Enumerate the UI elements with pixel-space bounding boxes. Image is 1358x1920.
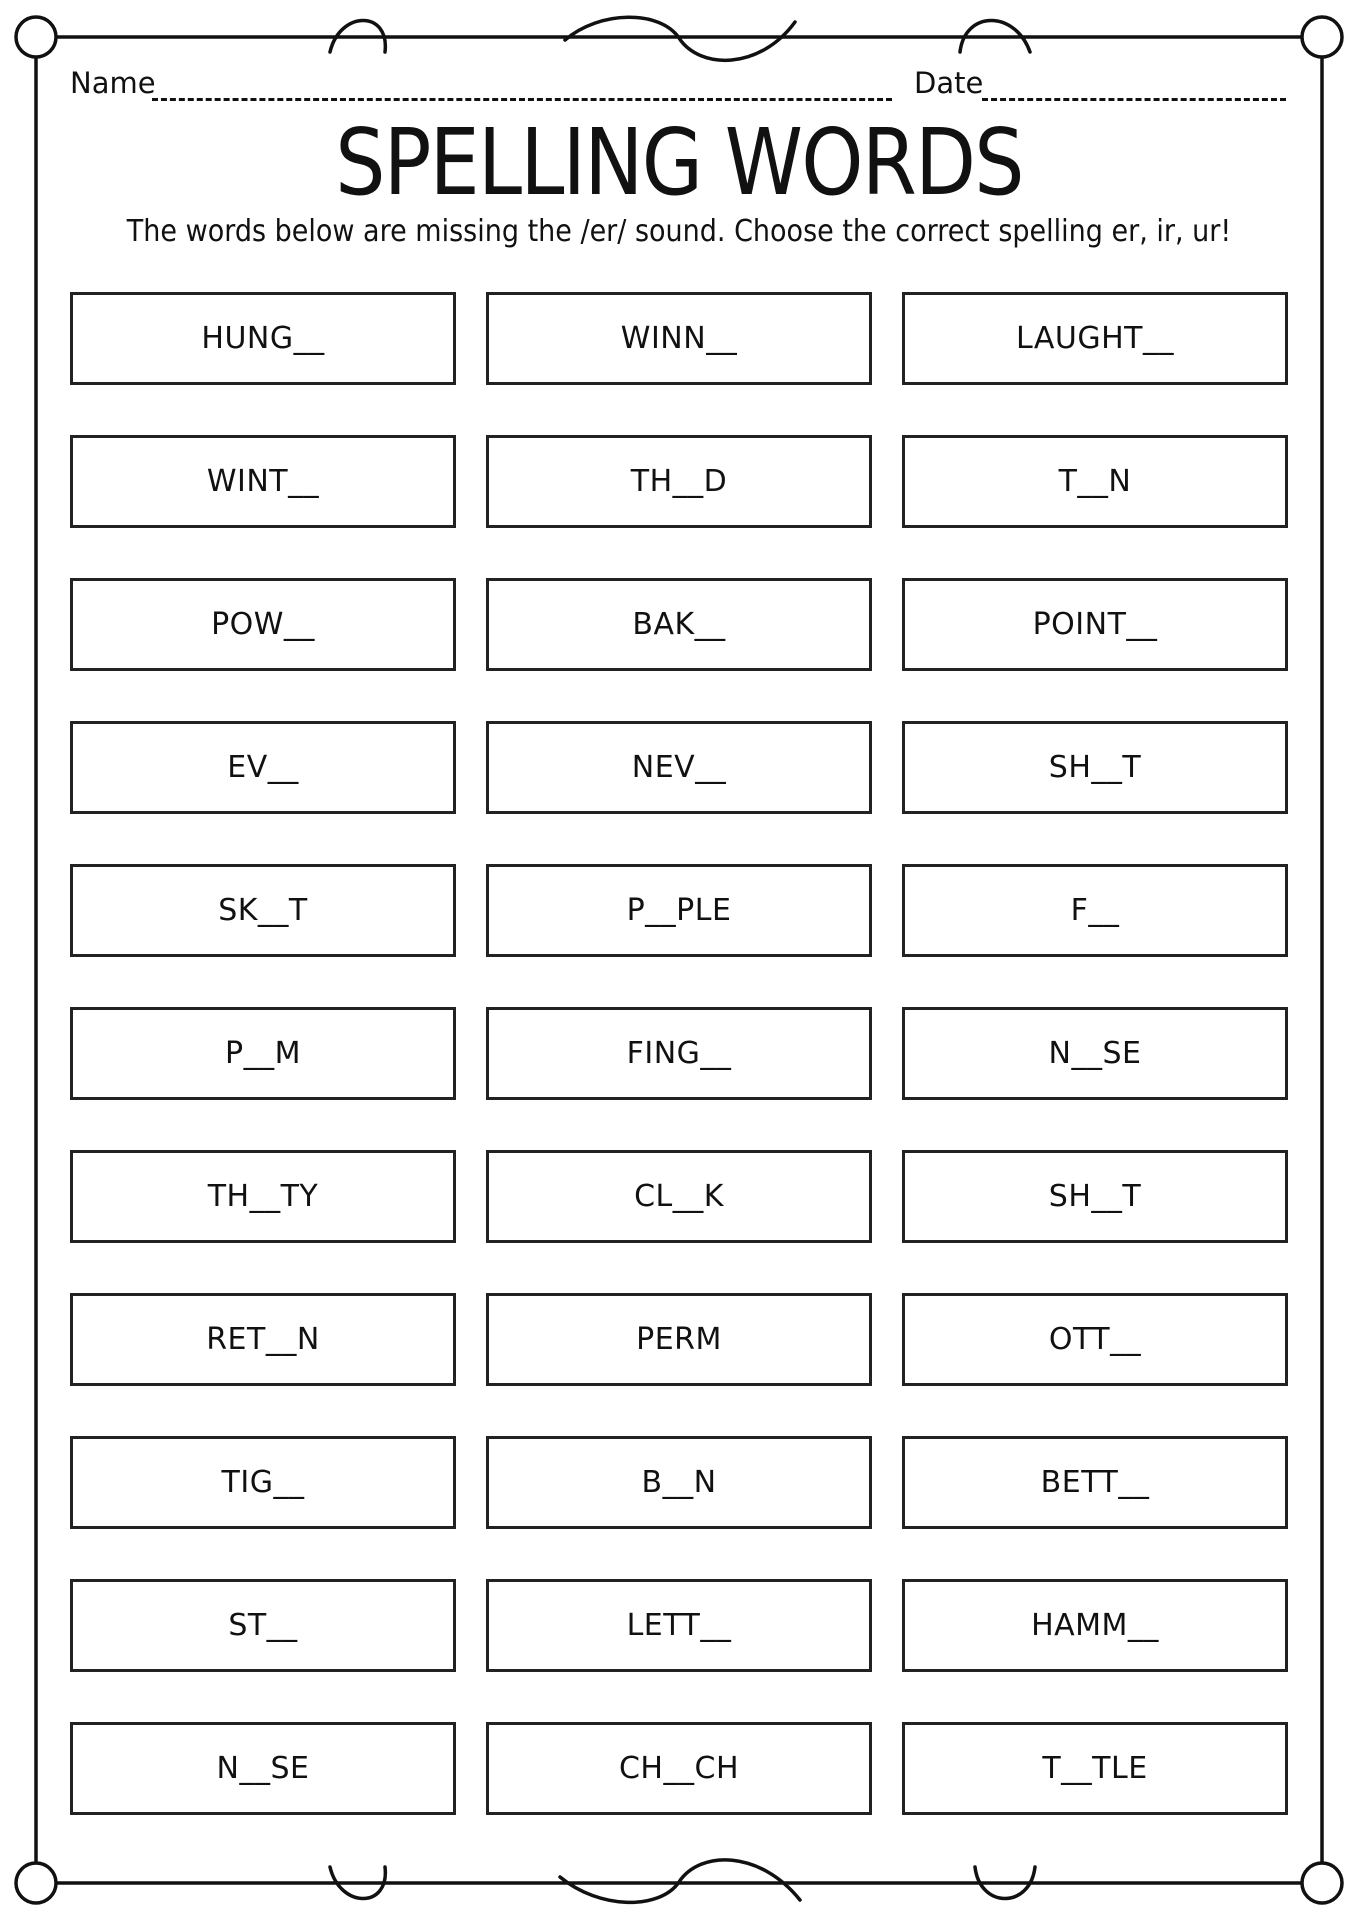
word-box[interactable]: BETT__: [902, 1436, 1288, 1529]
word-box[interactable]: WINN__: [486, 292, 872, 385]
corner-circle-bottom-right: [1302, 1863, 1342, 1903]
word-box[interactable]: F__: [902, 864, 1288, 957]
page-title: SPELLING WORDS: [335, 109, 1023, 216]
word-box[interactable]: WINT__: [70, 435, 456, 528]
word-box[interactable]: LETT__: [486, 1579, 872, 1672]
date-field-line[interactable]: [982, 98, 1286, 101]
word-box[interactable]: P__PLE: [486, 864, 872, 957]
word-box[interactable]: PERM: [486, 1293, 872, 1386]
word-grid: [70, 292, 1288, 1815]
word-box[interactable]: CH__CH: [486, 1722, 872, 1815]
word-box[interactable]: SH__T: [902, 721, 1288, 814]
word-box[interactable]: RET__N: [70, 1293, 456, 1386]
word-box[interactable]: BAK__: [486, 578, 872, 671]
corner-circle-top-right: [1302, 17, 1342, 57]
bottom-flourish-center: [560, 1860, 800, 1903]
word-box[interactable]: T__TLE: [902, 1722, 1288, 1815]
corner-circle-bottom-left: [16, 1863, 56, 1903]
name-date-row: [70, 62, 1288, 106]
date-label: Date: [914, 66, 984, 100]
word-box[interactable]: SK__T: [70, 864, 456, 957]
word-box[interactable]: HAMM__: [902, 1579, 1288, 1672]
word-box[interactable]: N__SE: [902, 1007, 1288, 1100]
word-box[interactable]: LAUGHT__: [902, 292, 1288, 385]
word-box[interactable]: TH__D: [486, 435, 872, 528]
word-box[interactable]: POW__: [70, 578, 456, 671]
word-box[interactable]: T__N: [902, 435, 1288, 528]
word-box[interactable]: TH__TY: [70, 1150, 456, 1243]
top-flourish-center: [565, 17, 795, 60]
word-box[interactable]: B__N: [486, 1436, 872, 1529]
word-box[interactable]: HUNG__: [70, 292, 456, 385]
word-box[interactable]: SH__T: [902, 1150, 1288, 1243]
word-box[interactable]: POINT__: [902, 578, 1288, 671]
word-box[interactable]: EV__: [70, 721, 456, 814]
corner-circle-top-left: [16, 17, 56, 57]
word-box[interactable]: ST__: [70, 1579, 456, 1672]
name-field-line[interactable]: [152, 98, 892, 101]
word-box[interactable]: OTT__: [902, 1293, 1288, 1386]
word-box[interactable]: N__SE: [70, 1722, 456, 1815]
word-box[interactable]: TIG__: [70, 1436, 456, 1529]
word-box[interactable]: P__M: [70, 1007, 456, 1100]
name-label: Name: [70, 66, 156, 100]
instructions-text: The words below are missing the /er/ sound. Choose the correct spelling er, ir, ur!: [126, 214, 1232, 249]
word-box[interactable]: CL__K: [486, 1150, 872, 1243]
word-box[interactable]: FING__: [486, 1007, 872, 1100]
word-box[interactable]: NEV__: [486, 721, 872, 814]
